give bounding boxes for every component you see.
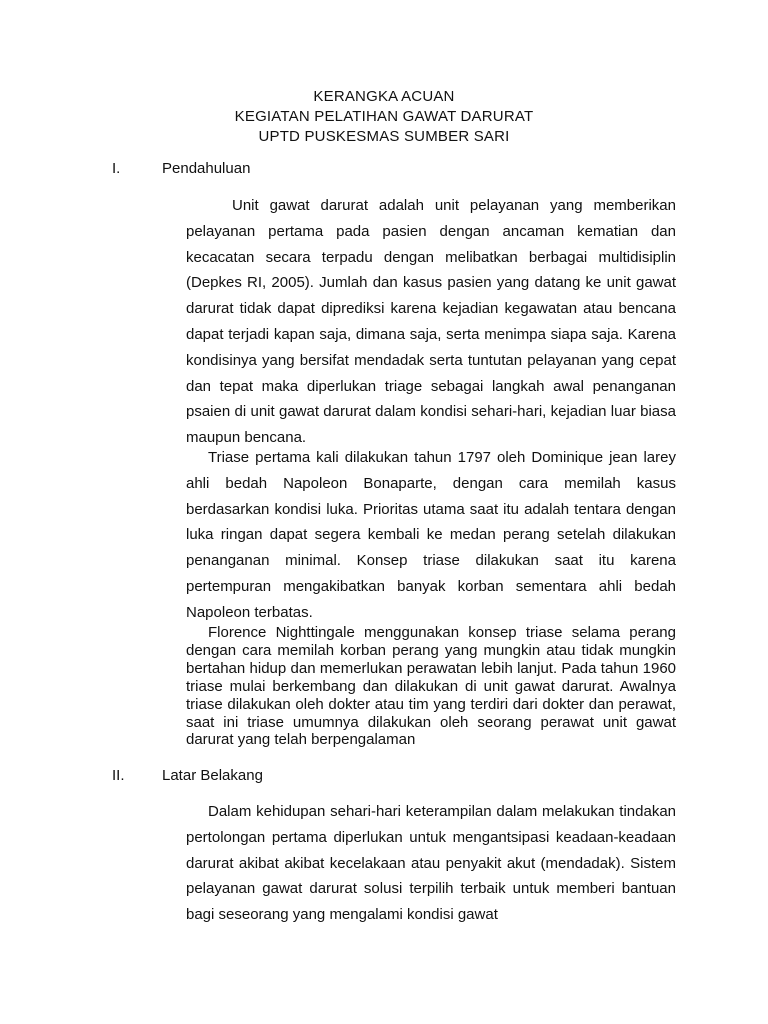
paragraph-triase-pertama: Triase pertama kali dilakukan tahun 1797 oleh Dominique jean larey ahli bedah Napoleon Bonaparte, dengan cara memilah kasus berdasarkan kondisi luka. Prioritas utama saat itu adalah tentara dengan luka ringan dapat segera kembali ke medan perang setelah dilakukan penanganan minimal. Konsep triase dilakukan saat itu karena pertempuran mengakibatkan banyak korban sementara ahli bedah Napoleon terbatas.	[186, 449, 676, 621]
title-line-1: KERANGKA ACUAN	[313, 88, 455, 105]
section-number: II.	[112, 767, 125, 784]
document-title	[0, 87, 768, 147]
paragraph-florence-nighttingale: Florence Nighttingale menggunakan konsep triase selama perang dengan cara memilah korban perang yang mungkin atau tidak mungkin bertahan hidup dan memerlukan perawatan lebih lanjut. Pada tahun 1960 triase mulai berkembang dan dilakukan di unit gawat darurat. Awalnya triase dilakukan oleh dokter atau tim yang terdiri dari dokter dan perawat, saat ini triase umumnya dilakukan oleh seorang perawat unit gawat darurat yang telah berpengalaman	[186, 624, 676, 749]
title-line-2: KEGIATAN PELATIHAN GAWAT DARURAT	[234, 108, 534, 125]
paragraph-latar-belakang: Dalam kehidupan sehari-hari keterampilan dalam melakukan tindakan pertolongan pertama diperlukan untuk mengantsipasi keadaan-keadaan darurat akibat akibat kecelakaan atau penyakit akut (mendadak). Sistem pelayanan gawat darurat solusi terpilih terbaik untuk memberi bantuan bagi seseorang yang mengalami kondisi gawat	[186, 803, 676, 924]
title-line-3: UPTD PUSKESMAS SUMBER SARI	[258, 128, 510, 145]
section-title: Latar Belakang	[162, 767, 263, 784]
section-title: Pendahuluan	[162, 160, 251, 177]
paragraph-unit-gawat-darurat: Unit gawat darurat adalah unit pelayanan yang memberikan pelayanan pertama pada pasien dengan ancaman kematian dan kecacatan secara terpadu dengan melibatkan berbagai multidisiplin (Depkes RI, 2005). Jumlah dan kasus pasien yang datang ke unit gawat darurat tidak dapat diprediksi karena kejadian kegawatan atau bencana dapat terjadi kapan saja, dimana saja, serta menimpa siapa saja. Karena kondisinya yang bersifat mendadak serta tuntutan pelayanan yang cepat dan tepat maka diperlukan triage sebagai langkah awal penanganan psaien di unit gawat darurat dalam kondisi sehari-hari, kejadian luar biasa maupun bencana.	[186, 197, 676, 447]
section-number: I.	[112, 160, 121, 177]
